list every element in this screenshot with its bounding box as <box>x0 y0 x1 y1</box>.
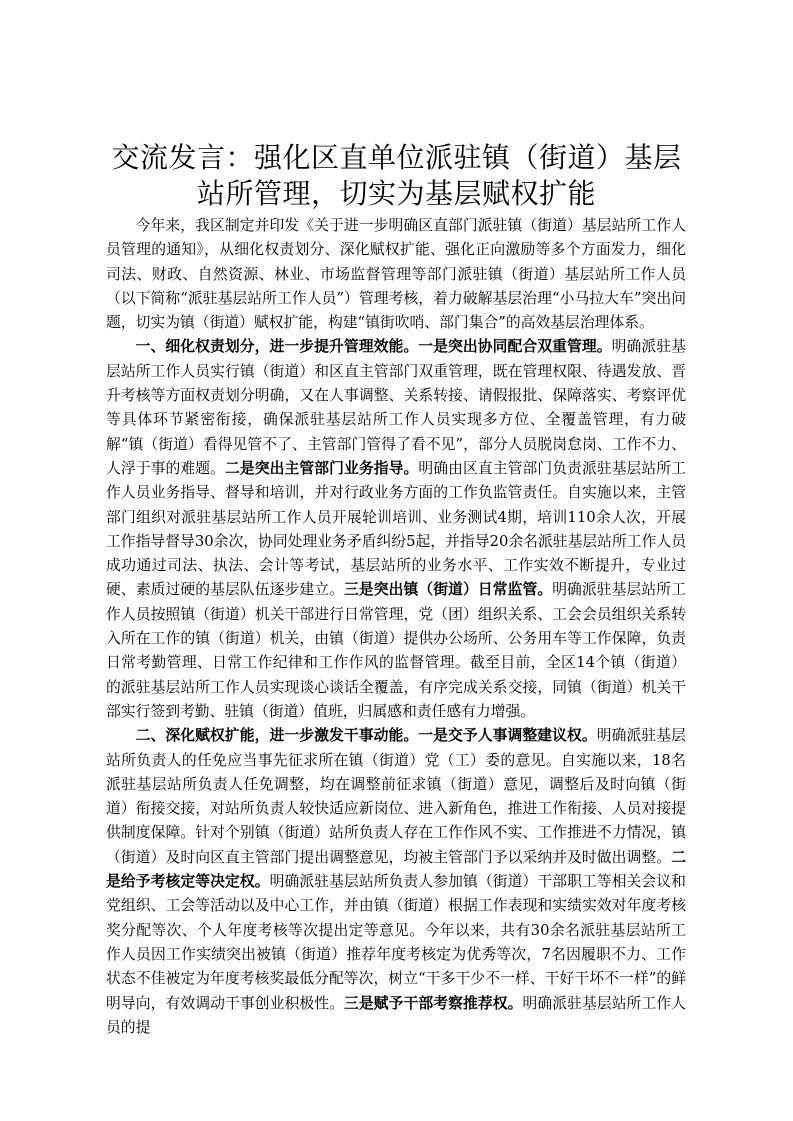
paragraph-text: 明确由区直主管部门负责派驻基层站所工作人员业务指导、督导和培训，并对行政业务方面的工作负监管责任。自实施以来，主管部门组织对派驻基层站所工作人员开展轮训培训、业务测试4期，培训110余人次，开展工作指导督导30余次，协同处理业务矛盾纠纷5起，并指导20余名派驻基层站所工作人员成功通过司法、执法、会计等考试，基层站所的业务水平、工作实效不断提升，专业过硬、素质过硬的基层队伍逐步建立。 <box>106 459 686 599</box>
paragraph <box>106 214 686 335</box>
document-body <box>106 214 686 1040</box>
paragraph-text: 明确派驻基层站所工作人员实行镇（街道）和区直主管部门双重管理，既在管理权限、待遇发放、晋升考核等方面权责划分明确，又在人事调整、关系转接、请假报批、保障落实、考察评优等具体环节紧密衔接，确保派驻基层站所工作人员实现多方位、全覆盖管理，有力破解“镇（街道）看得见管不了、主管部门管得了看不见”，部分人员脱岗怠岗、工作不力、人浮于事的难题。 <box>106 338 686 477</box>
subsection-heading: 二是给予考核定等决定权。 <box>106 848 686 891</box>
paragraph-text: 明确派驻基层站所负责人参加镇（街道）干部职工等相关会议和党组织、工会等活动以及中心工作，并由镇（街道）根据工作表现和实绩实效对年度考核奖分配等次、个人年度考核等次提出定等意见。今年以来，共有30余名派驻基层站所工作人员因工作实绩突出被镇（街道）推荐年度考核定为优秀等次，7名因履职不力、工作状态不佳被定为年度考核奖最低分配等次，树立“干多干少不一样、干好干坏不一样”的鲜明导向，有效调动干事创业积极性。 <box>106 873 686 1012</box>
subsection-heading: 三是赋予干部考察推荐权。 <box>343 994 523 1012</box>
paragraph-text: 明确派驻基层站所工作人员按照镇（街道）机关干部进行日常管理，党（团）组织关系、工会会员组织关系转入所在工作的镇（街道）机关，由镇（街道）提供办公场所、公务用车等工作保障，负责日常考勤管理、日常工作纪律和工作作风的监督管理。截至目前，全区14个镇（街道）的派驻基层站所工作人员实现谈心谈话全覆盖，有序完成关系交接，同镇（街道）机关干部实行签到考勤、驻镇（街道）值班，归属感和责任感有力增强。 <box>106 581 686 720</box>
subsection-heading: 三是突出镇（街道）日常监管。 <box>343 581 553 599</box>
section-heading: 一、细化权责划分，进一步提升管理效能。一是突出协同配合双重管理。 <box>135 338 612 356</box>
paragraph <box>106 724 686 1040</box>
paragraph-text: 明确派驻基层站所负责人的任免应当事先征求所在镇（街道）党（工）委的意见。自实施以来，18名派驻基层站所负责人任免调整，均在调整前征求镇（街道）意见，调整后及时向镇（街道）衔接交接，对站所负责人较快适应新岗位、进入新角色，推进工作衔接、人员对接提供制度保障。针对个别镇（街道）站所负责人存在工作作风不实、工作推进不力情况，镇（街道）及时向区直主管部门提出调整意见，均被主管部门予以采纳并及时做出调整。 <box>106 727 686 866</box>
section-heading: 二、深化赋权扩能，进一步激发干事动能。一是交予人事调整建议权。 <box>135 727 597 745</box>
subsection-heading: 二是突出主管部门业务指导。 <box>224 459 419 477</box>
paragraph-text: 今年来，我区制定并印发《关于进一步明确区直部门派驻镇（街道）基层站所工作人员管理的通知》，从细化权责划分、深化赋权扩能、强化正向激励等多个方面发力，细化司法、财政、自然资源、林业、市场监督管理等部门派驻镇（街道）基层站所工作人员（以下简称“派驻基层站所工作人员”）管理考核，着力破解基层治理“小马拉大车”突出问题，切实为镇（街道）赋权扩能，构建“镇街吹哨、部门集合”的高效基层治理体系。 <box>106 217 686 332</box>
document-title: 交流发言：强化区直单位派驻镇（街道）基层站所管理，切实为基层赋权扩能 <box>111 141 682 210</box>
paragraph <box>106 335 686 724</box>
paragraph-text: 明确派驻基层站所工作人员的提 <box>106 994 686 1036</box>
